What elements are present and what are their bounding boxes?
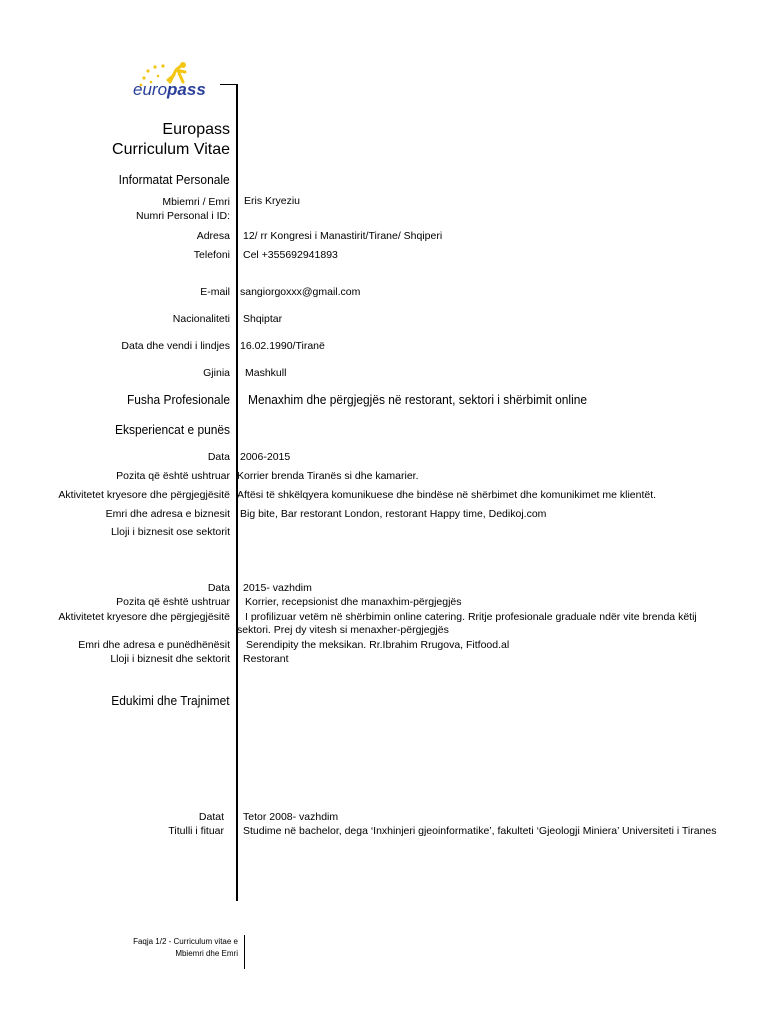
birth-label: Data dhe vendi i lindjes bbox=[121, 340, 230, 352]
education-title-value: Studime në bachelor, dega ‘Inxhinjeri gjeoinformatike’, fakulteti ‘Gjeologji Miniera’ Universiteti i Tiranes bbox=[243, 825, 717, 837]
header-tick-line bbox=[220, 84, 237, 85]
job2-position-label: Pozita që është ushtruar bbox=[116, 596, 230, 608]
section-heading-education: Edukimi dhe Trajnimet bbox=[111, 693, 230, 708]
job1-date-label: Data bbox=[207, 451, 230, 463]
job2-activities-line1: I profilizuar vetëm në shërbimin online catering. Rritje profesionale graduale ndër vite brenda këtij bbox=[245, 611, 697, 623]
job1-position-value: Korrier brenda Tiranës si dhe kamarier. bbox=[237, 470, 419, 482]
job2-activities-line2: sektori. Prej dy vitesh si menaxher-përgjegjës bbox=[237, 624, 449, 636]
job1-position-label: Pozita që është ushtruar bbox=[116, 470, 230, 482]
job2-sector-label: Lloji i biznesit dhe sektorit bbox=[110, 653, 230, 665]
job2-activities-label: Aktivitetet kryesore dhe përgjegjësitë bbox=[58, 611, 230, 623]
job2-date-label: Data bbox=[207, 582, 230, 594]
job1-activities-value: Aftësi të shkëlqyera komunikuese dhe bindëse në shërbimet dhe komunikimet me klientët. bbox=[237, 489, 657, 501]
footer-name: Mbiemri dhe Emri bbox=[175, 949, 238, 958]
email-value: sangiorgoxxx@gmail.com bbox=[240, 286, 361, 298]
education-dates-label: Datat bbox=[198, 811, 224, 823]
europass-logo bbox=[130, 60, 225, 105]
section-heading-professional: Fusha Profesionale bbox=[126, 392, 230, 407]
job2-date-value: 2015- vazhdim bbox=[243, 582, 312, 594]
name-label: Mbiemri / Emri bbox=[162, 196, 230, 208]
logo-text-pass: pass bbox=[167, 80, 206, 99]
logo-text-euro: euro bbox=[133, 80, 168, 99]
job2-sector-value: Restorant bbox=[243, 653, 289, 665]
footer-page-info: Faqja 1/2 - Curriculum vitae e bbox=[133, 937, 238, 946]
job1-activities-label: Aktivitetet kryesore dhe përgjegjësitë bbox=[58, 489, 230, 501]
job1-sector-label: Lloji i biznesit ose sektorit bbox=[110, 526, 230, 538]
nationality-value: Shqiptar bbox=[243, 313, 283, 325]
nationality-label: Nacionaliteti bbox=[172, 313, 230, 325]
education-dates-value: Tetor 2008- vazhdim bbox=[243, 811, 339, 823]
education-title-label: Titulli i fituar bbox=[168, 825, 224, 837]
phone-label: Telefoni bbox=[193, 249, 230, 261]
professional-field-value: Menaxhim dhe përgjegjës në restorant, sektori i shërbimit online bbox=[248, 392, 588, 407]
job2-employer-value: Serendipity the meksikan. Rr.Ibrahim Rrugova, Fitfood.al bbox=[246, 639, 510, 651]
phone-value: Cel +355692941893 bbox=[243, 249, 338, 261]
job2-position-value: Korrier, recepsionist dhe manaxhim-përgjegjës bbox=[245, 596, 462, 608]
footer-divider bbox=[244, 935, 245, 969]
name-value: Eris Kryeziu bbox=[244, 195, 301, 207]
section-heading-experience: Eksperiencat e punës bbox=[114, 422, 230, 437]
gender-value: Mashkull bbox=[245, 367, 287, 379]
job1-employer-label: Emri dhe adresa e biznesit bbox=[105, 508, 230, 520]
birth-value: 16.02.1990/Tiranë bbox=[240, 340, 325, 352]
email-label: E-mail bbox=[200, 286, 230, 298]
job1-date-value: 2006-2015 bbox=[240, 451, 291, 463]
section-heading-personal: Informatat Personale bbox=[118, 172, 230, 187]
id-label: Numri Personal i ID: bbox=[136, 210, 230, 222]
address-label: Adresa bbox=[196, 230, 230, 242]
page-title-europass: Europass bbox=[162, 121, 230, 138]
gender-label: Gjinia bbox=[203, 367, 230, 379]
job2-employer-label: Emri dhe adresa e punëdhënësit bbox=[78, 639, 230, 651]
address-value: 12/ rr Kongresi i Manastirit/Tirane/ Shqiperi bbox=[243, 230, 443, 242]
page-title-cv: Curriculum Vitae bbox=[112, 141, 230, 158]
job1-employer-value: Big bite, Bar restorant London, restorant Happy time, Dedikoj.com bbox=[240, 508, 547, 520]
